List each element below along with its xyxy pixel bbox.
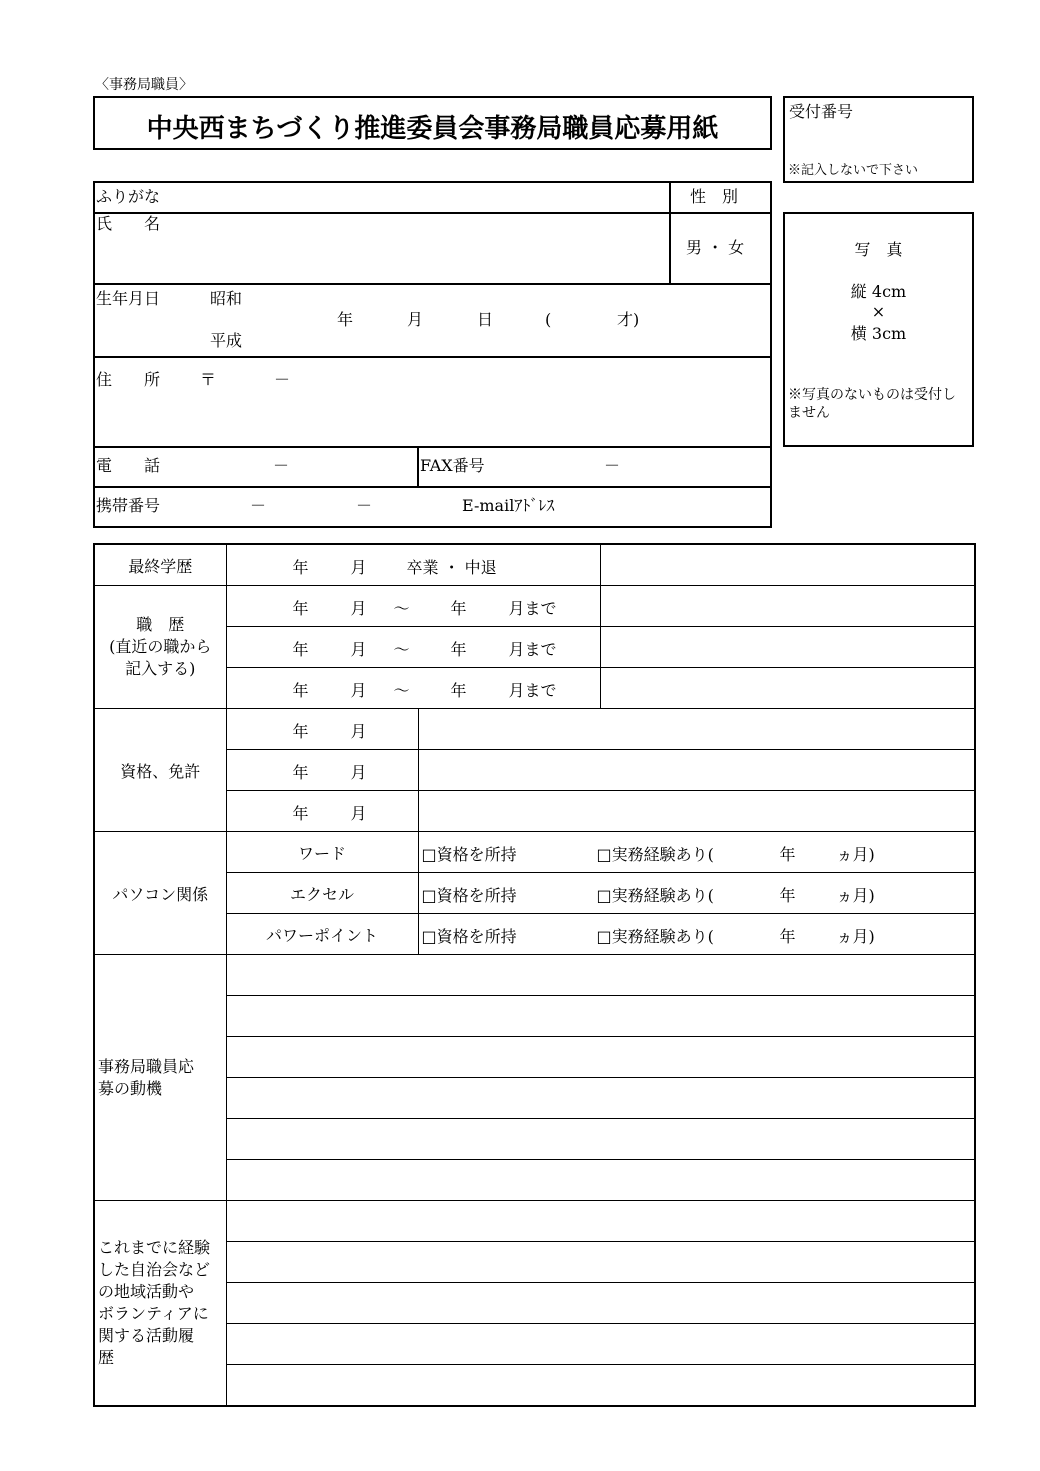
pc-software-name: エクセル	[226, 873, 418, 914]
year-unit: 年	[779, 927, 796, 946]
gender-label: 性 別	[690, 187, 739, 206]
career-detail-field[interactable]	[600, 586, 975, 627]
table-row	[94, 914, 975, 955]
table-row	[94, 750, 975, 791]
experience-checkbox[interactable]: □実務経験あり(	[596, 927, 714, 946]
activity-line[interactable]	[226, 1201, 975, 1242]
table-row	[94, 873, 975, 914]
name-label: 氏 名	[96, 214, 161, 233]
table-row	[94, 832, 975, 873]
divider	[93, 356, 772, 358]
furigana-label: ふりがな	[96, 187, 161, 206]
tilde: ～	[393, 640, 410, 659]
age-close: 才)	[617, 310, 640, 329]
history-table	[93, 543, 976, 1407]
month-unit: 月	[350, 558, 367, 577]
experience-checkbox[interactable]: □実務経験あり(	[596, 845, 714, 864]
mobile-dash: －	[356, 496, 373, 515]
activity-line[interactable]	[226, 1324, 975, 1365]
table-row	[94, 627, 975, 668]
photo-times: ×	[871, 302, 886, 321]
birth-year-unit: 年	[337, 310, 354, 329]
furigana-field[interactable]	[100, 190, 660, 208]
table-row	[94, 709, 975, 750]
phone-dash: －	[273, 456, 290, 475]
divider	[417, 446, 419, 487]
pc-skill-field[interactable]	[418, 873, 975, 914]
education-period[interactable]	[226, 544, 600, 586]
postal-mark: 〒	[200, 370, 217, 389]
education-status[interactable]: 卒業 ・ 中退	[406, 558, 497, 577]
table-row	[94, 1078, 975, 1119]
address-label: 住 所	[96, 370, 161, 389]
tilde: ～	[393, 681, 410, 700]
table-row	[94, 1242, 975, 1283]
email-label: E-mailｱﾄﾞﾚｽ	[462, 496, 555, 515]
career-period[interactable]	[226, 668, 600, 709]
table-row	[94, 1283, 975, 1324]
table-row	[94, 1160, 975, 1201]
until-label: 月まで	[508, 640, 557, 659]
year-unit: 年	[779, 886, 796, 905]
birth-label: 生年月日	[96, 289, 161, 308]
page-title: 中央西まちづくり推進委員会事務局職員応募用紙	[146, 114, 719, 144]
month-unit: 月	[350, 640, 367, 659]
experience-checkbox[interactable]: □実務経験あり(	[596, 886, 714, 905]
year-unit: 年	[292, 599, 309, 618]
month-unit: 月	[350, 804, 367, 823]
receipt-note: ※記入しないで下さい	[788, 163, 919, 178]
table-row	[94, 668, 975, 709]
pc-label: パソコン関係	[94, 832, 226, 955]
education-label: 最終学歴	[94, 544, 226, 586]
license-field[interactable]	[418, 709, 975, 750]
table-row	[94, 586, 975, 627]
months-unit: ヵ月)	[836, 845, 875, 864]
year-unit: 年	[450, 640, 467, 659]
motivation-label: 事務局職員応 募の動機	[94, 955, 226, 1201]
activities-label: これまでに経験 した自治会など の地域活動や ボランティアに 関する活動履 歴	[94, 1201, 226, 1407]
month-unit: 月	[350, 763, 367, 782]
gender-options[interactable]: 男 ・ 女	[686, 238, 745, 257]
motivation-line[interactable]	[226, 1078, 975, 1119]
pc-skill-field[interactable]	[418, 832, 975, 873]
fax-dash: －	[604, 456, 621, 475]
year-unit: 年	[292, 804, 309, 823]
motivation-line[interactable]	[226, 1160, 975, 1201]
motivation-line[interactable]	[226, 996, 975, 1037]
fax-label: FAX番号	[420, 456, 485, 475]
month-unit: 月	[350, 681, 367, 700]
year-unit: 年	[292, 640, 309, 659]
tilde: ～	[393, 599, 410, 618]
month-unit: 月	[350, 599, 367, 618]
license-date[interactable]	[226, 791, 418, 832]
photo-width: 横 3cm	[850, 324, 907, 343]
months-unit: ヵ月)	[836, 886, 875, 905]
title-box	[93, 96, 772, 150]
license-date[interactable]	[226, 709, 418, 750]
year-unit: 年	[292, 722, 309, 741]
motivation-line[interactable]	[226, 1037, 975, 1078]
activity-line[interactable]	[226, 1242, 975, 1283]
name-field[interactable]	[100, 235, 660, 279]
table-row	[94, 1119, 975, 1160]
year-unit: 年	[292, 558, 309, 577]
cert-checkbox[interactable]: □資格を所持	[421, 927, 517, 946]
year-unit: 年	[450, 599, 467, 618]
cert-checkbox[interactable]: □資格を所持	[421, 845, 517, 864]
year-unit: 年	[450, 681, 467, 700]
motivation-line[interactable]	[226, 955, 975, 996]
license-field[interactable]	[418, 750, 975, 791]
table-row	[94, 996, 975, 1037]
table-row	[94, 544, 975, 586]
postal-dash: －	[274, 370, 291, 389]
cert-checkbox[interactable]: □資格を所持	[421, 886, 517, 905]
era-heisei[interactable]: 平成	[210, 331, 243, 350]
until-label: 月まで	[508, 599, 557, 618]
photo-height: 縦 4cm	[850, 282, 907, 301]
address-field[interactable]	[300, 365, 760, 440]
divider	[669, 181, 671, 284]
pc-software-name: パワーポイント	[226, 914, 418, 955]
month-unit: 月	[350, 722, 367, 741]
photo-title: 写 真	[854, 240, 903, 259]
form-category: 〈事務局職員〉	[95, 77, 193, 93]
photo-box	[783, 212, 974, 447]
birth-day-unit: 日	[477, 310, 494, 329]
mobile-dash: －	[250, 496, 267, 515]
career-period[interactable]	[226, 586, 600, 627]
activity-line[interactable]	[226, 1365, 975, 1407]
year-unit: 年	[779, 845, 796, 864]
months-unit: ヵ月)	[836, 927, 875, 946]
motivation-line[interactable]	[226, 1119, 975, 1160]
phone-label: 電 話	[96, 456, 161, 475]
license-label: 資格、免許	[94, 709, 226, 832]
table-row	[94, 1324, 975, 1365]
table-row	[94, 1201, 975, 1242]
table-row	[94, 1037, 975, 1078]
divider	[93, 446, 772, 448]
career-detail-field[interactable]	[600, 668, 975, 709]
table-row	[94, 955, 975, 996]
license-field[interactable]	[418, 791, 975, 832]
activity-line[interactable]	[226, 1283, 975, 1324]
era-showa[interactable]: 昭和	[210, 289, 243, 308]
year-unit: 年	[292, 681, 309, 700]
career-label: 職 歴 (直近の職から 記入する)	[94, 586, 226, 709]
career-detail-field[interactable]	[600, 627, 975, 668]
table-row	[94, 1365, 975, 1407]
pc-skill-field[interactable]	[418, 914, 975, 955]
birth-month-unit: 月	[407, 310, 424, 329]
license-date[interactable]	[226, 750, 418, 791]
year-unit: 年	[292, 763, 309, 782]
pc-software-name: ワード	[226, 832, 418, 873]
mobile-label: 携帯番号	[96, 496, 161, 515]
receipt-label: 受付番号	[789, 102, 854, 121]
photo-note: ※写真のないものは受付しません	[788, 387, 956, 421]
education-school-field[interactable]	[600, 544, 975, 586]
receipt-box	[783, 96, 974, 183]
table-row	[94, 791, 975, 832]
divider	[93, 486, 772, 488]
career-period[interactable]	[226, 627, 600, 668]
until-label: 月まで	[508, 681, 557, 700]
age-open: (	[545, 310, 552, 329]
